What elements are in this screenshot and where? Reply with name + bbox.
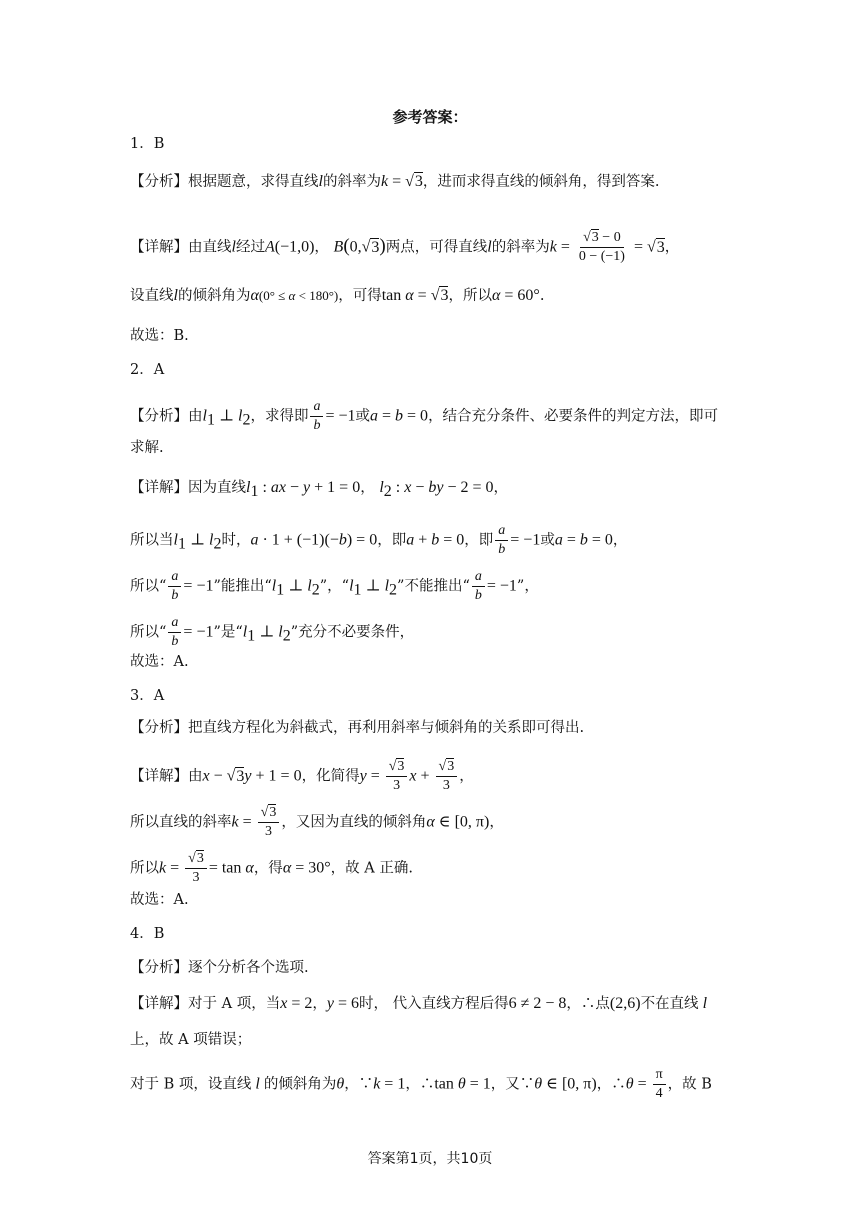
q1-analysis: 【分析】根据题意，求得直线l的斜率为k = √3，进而求得直线的倾斜角，得到答案. [130, 173, 660, 190]
q2-detail-line4: 所以“ $\frac{a}{b}$ = −1”是“$l_1$ ⊥ $l_2$”充分不必要条件， [130, 615, 415, 649]
q2-detail-line2: 所以当$l_1$ ⊥ $l_2$时，a · 1 + (−1)(−b) = 0，即a + b = 0，即 $\frac{a}{b}$ = −1或a = b = 0， [130, 523, 628, 557]
q3-analysis: 【分析】把直线方程化为斜截式，再利用斜率与倾斜角的关系即可得出. [130, 720, 585, 736]
q2-analysis: 【分析】由$l_1$ ⊥ $l_2$，求得即 $\frac{a}{b}$ = −1或a = b = 0，结合充分条件、必要条件的判定方法，即可 [130, 399, 719, 433]
q2-detail-line3: 所以“ $\frac{a}{b}$ = −1”能推出“$l_1$ ⊥ $l_2$”，“$l_1$ ⊥ $l_2$”不能推出“ $\frac{a}{b}$ = −1”， [130, 569, 539, 603]
q1-detail-angle: 设直线l的倾斜角为α(0° ≤ α < 180°)，可得tan α = √3，所以α = 60°. [130, 287, 545, 304]
q4-detail-line2: 上，故 A 项错误； [130, 1032, 252, 1048]
q2-answer: 2．A [130, 362, 165, 378]
q2-choice: 故选：A. [130, 654, 189, 670]
q1-choice: 故选：B. [130, 328, 189, 344]
q3-detail-line3: 所以k = $\frac{√3}{3}$ = tan α，得α = 30°，故 A 正确. [130, 851, 413, 885]
q3-detail: 【详解】由x − √3y + 1 = 0，化简得y = $\frac{√3}{3}$ x + $\frac{√3}{3}$ ， [130, 759, 474, 793]
page-footer: 答案第1页，共10页 [367, 1151, 493, 1167]
q2-analysis-cont: 求解. [130, 440, 164, 456]
q1-answer: 1．B [130, 136, 165, 152]
q3-choice: 故选：A. [130, 892, 189, 908]
q4-analysis: 【分析】逐个分析各个选项. [130, 960, 309, 976]
q3-detail-line2: 所以直线的斜率k = $\frac{√3}{3}$ ，又因为直线的倾斜角α ∈ [0, π)， [130, 805, 504, 839]
q4-option-b: 对于 B 项，设直线 l 的倾斜角为θ，∵k = 1，∴tan θ = 1，又∵θ ∈ [0, π)，∴θ = $\frac{\pi}{4}$ ，故 B [130, 1067, 712, 1101]
q4-answer: 4．B [130, 926, 165, 942]
q2-detail: 【详解】因为直线$l_1$ : ax − y + 1 = 0， $l_2$ : x − by − 2 = 0， [130, 479, 509, 500]
q3-answer: 3．A [130, 688, 165, 704]
page-title: 参考答案： [392, 108, 468, 126]
q4-detail: 【详解】对于 A 项，当x = 2，y = 6时， 代入直线方程后得6 ≠ 2 − 8，∴点(2,6)不在直线 l [130, 995, 708, 1012]
q1-detail: 【详解】由直线l经过A(−1,0)， B(0,√3)两点，可得直线l的斜率为k = $\frac{√3 - 0}{0 - (-1)}$ = √3， [130, 230, 680, 264]
